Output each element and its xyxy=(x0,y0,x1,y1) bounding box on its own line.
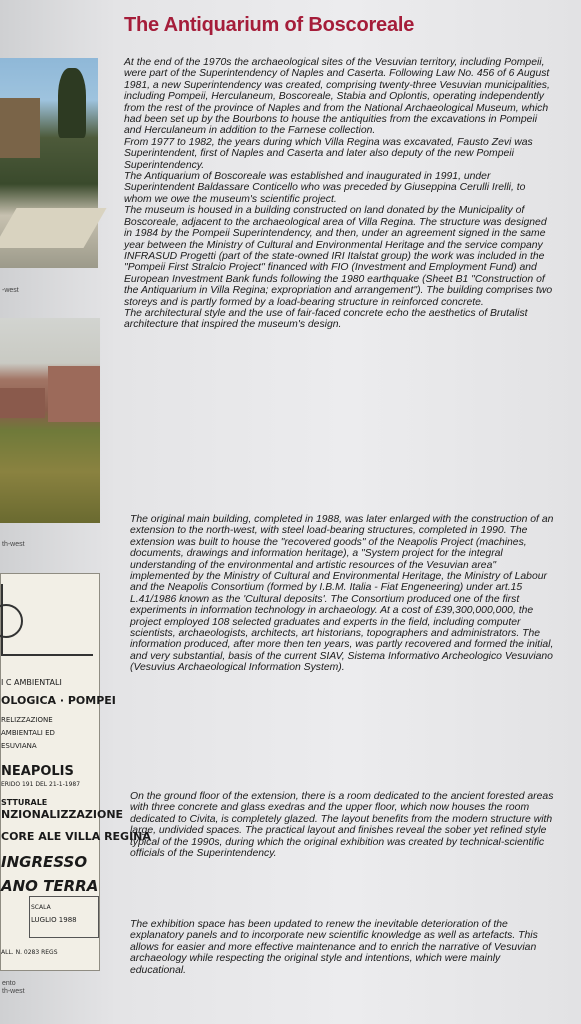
paragraph: From 1977 to 1982, the years during which Villa Regina was excavated, Fausto Zevi was Superintendent, first of Naples and Caserta and later also deputy of the new Pompeii Superintendency. xyxy=(124,136,533,171)
drawing-text: I C AMBIENTALI xyxy=(1,678,62,687)
text-block-ground-floor xyxy=(130,791,554,859)
architectural-drawing xyxy=(0,573,151,971)
text-block-exhibition xyxy=(130,919,554,976)
drawing-text: NZIONALIZZAZIONE xyxy=(1,808,124,821)
drawing-text: OLOGICA · POMPEI xyxy=(1,694,116,707)
paragraph: The Antiquarium of Boscoreale was established and inaugurated in 1991, under Superintendent Baldassare Conticello who was preceded by Giuseppina Cerulli Irelli, to whom we owe the museum's scientific project. xyxy=(124,171,526,205)
photo-villa-regina-area xyxy=(0,58,98,268)
drawing-text: ANO TERRA xyxy=(1,877,99,895)
building-shape xyxy=(48,366,100,422)
photo-museum-building xyxy=(0,318,100,523)
caption-line: ento xyxy=(2,980,16,987)
drawing-text: RELIZZAZIONE xyxy=(1,716,53,724)
text-block-history xyxy=(124,57,556,331)
photo-caption-1: -west xyxy=(2,287,19,294)
path-shape xyxy=(0,208,107,248)
paragraph: At the end of the 1970s the archaeological sites of the Vesuvian territory, including Pompeii, were part of the Superintendency of Naples and Caserta. Following Law No. 456 of 6 August 1981, a new Superintendency was created, comprising twenty-three Vesuvian municipalities, including Pompeii, Herculaneum, Boscoreale, Stabia and Oplontis, operating independently from the rest of the province of Naples and from the National Archaeological Museum, which had been set up by the Bourbons to house the antiquities from the excavations in Pompeii and Herculaneum in addition to the Farnese collection. xyxy=(124,57,550,137)
drawing-text: ESUVIANA xyxy=(1,742,37,750)
panel-title: The Antiquarium of Boscoreale xyxy=(124,14,415,36)
drawing-text: STTURALE xyxy=(1,798,48,807)
paragraph: On the ground floor of the extension, there is a room dedicated to the ancient forested areas with three concrete and glass exedras and the upper floor, which now houses the room dedicated to Civita, is completely glazed. The layout benefits from the modern structure with large, undivided spaces. The practical layout and finishes reveal the sober yet refined style typical of the 1990s, during which the original exhibition was created by technical-scientific officials of the Superintendency. xyxy=(130,791,554,860)
wall-shape xyxy=(0,98,40,158)
paragraph: The museum is housed in a building constructed on land donated by the Municipality of Boscoreale, adjacent to the archaeological area of Villa Regina. The structure was designed in 1984 by the Pompeii Superintendency, and then, under an agreement signed in the same year between the Ministry of Cultural and Environmental Heritage and the service company INFRASUD Progetti (part of the state-owned IRI Italstat group) the work was included in the "Pompeii First Stralcio Project" financed with FIO (Investment and Employment Fund) and European Investment Bank funds following the 1980 earthquake (Sheet B1 "Construction of the Antiquarium in Villa Regina; expropriation and arrangement"). The building comprises two storeys and is partly formed by a load-bearing structure in reinforced concrete. xyxy=(124,205,553,308)
drawing-text: SCALA xyxy=(31,904,51,911)
building-shape-2 xyxy=(0,388,45,418)
photo-caption-3 xyxy=(2,980,25,996)
text-block-extension xyxy=(130,514,554,674)
paragraph: The exhibition space has been updated to renew the inevitable deterioration of the explanatory panels and to incorporate new scientific knowledge as well as artefacts. This allows for easier and more effective maintenance and to enrich the narrative of Vesuvian archaeology while respecting the original style and intentions, which were mainly educational. xyxy=(130,919,538,976)
drawing-text: CORE ALE VILLA REGINA xyxy=(1,830,151,843)
drawing-text: LUGLIO 1988 xyxy=(31,916,77,924)
drawing-text: ERIDO 191 DEL 21-1-1987 xyxy=(1,781,81,788)
photo-caption-2: th-west xyxy=(2,541,25,548)
drawing-text: AMBIENTALI ED xyxy=(1,729,55,737)
drawing-text: INGRESSO xyxy=(1,853,88,871)
caption-line: th-west xyxy=(2,988,25,995)
drawing-text: NEAPOLIS xyxy=(1,764,74,779)
paragraph: The architectural style and the use of fair-faced concrete echo the aesthetics of Brutalist architecture that inspired the museum's design. xyxy=(124,307,528,331)
paragraph: The original main building, completed in 1988, was later enlarged with the construction of an extension to the north-west, with steel load-bearing structures, completed in 1990. The extension was built to house the "recovered goods" of the Neapolis Project (machines, documents, drawings and information heritage), a "System project for the integral understanding of the environmental and artistic resources of the Vesuvian area" implemented by the Ministry of Cultural and Environmental Heritage, the Ministry of Labour and the Neapolis Consortium (formed by I.B.M. Italia - Fiat Engeneering) under art.15 L.41/1986 known as the 'Cultural deposits'. The Consortium produced one of the first experiments in information technology in archaeology. At a cost of £39,300,000,000, the project employed 108 selected graduates and experts in the field, including computer scientists, archaeologists, architects, art historians, topographers and administrators. The information produced, after more then ten years, was partly recovered and formed the initial, and very substantial, basis of the current SIAV, Sistema Informativo Archeologico Vesuviano (Vesuvius Archaeological Information System). xyxy=(130,514,554,674)
tree-shape xyxy=(58,68,86,138)
drawing-text: ALL. N. 0283 REGS xyxy=(1,949,58,956)
